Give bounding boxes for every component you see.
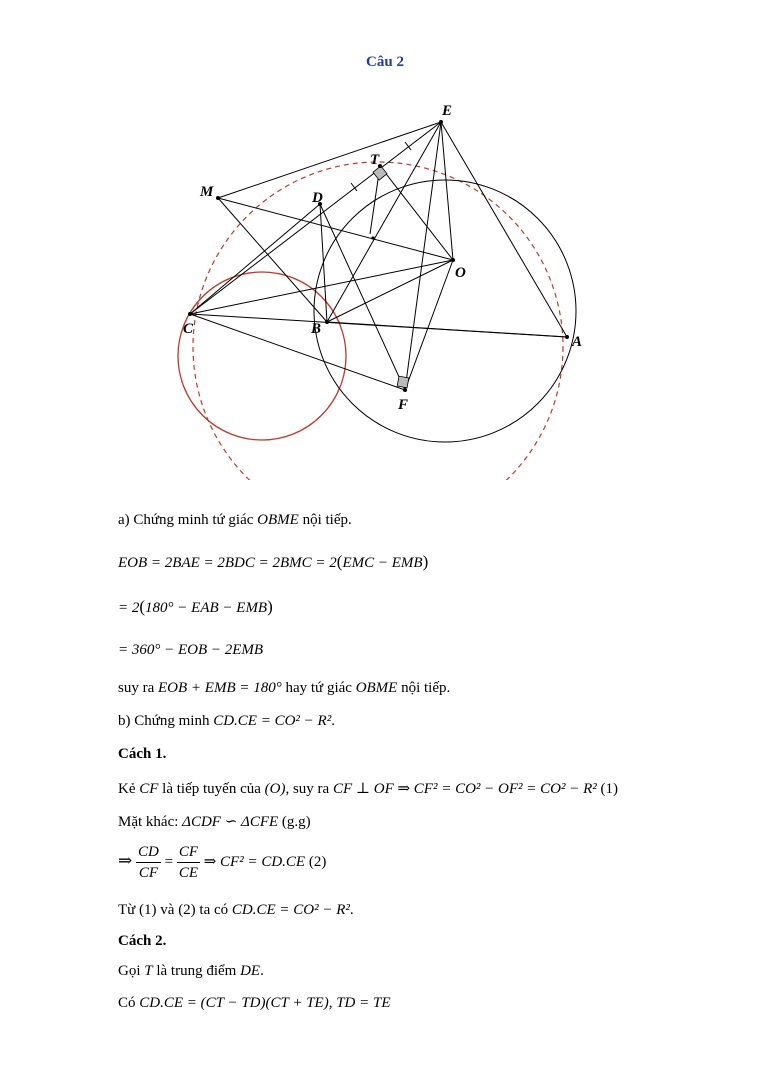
label-C: C xyxy=(183,321,194,337)
equation-2: = 2(180° − EAB − EMB) xyxy=(118,597,273,616)
part-a-line: a) Chứng minh tứ giác OBME nội tiếp. xyxy=(118,512,352,528)
right-angle-F xyxy=(397,376,409,388)
small-circle xyxy=(178,272,346,440)
method-1-line-3: ⇒ $\frac{CD}{CF}$ = $\frac{CF}{CE}$ ⇒ CF² = CD.CE (2) xyxy=(118,844,327,881)
equation-3: = 360° − EOB − 2EMB xyxy=(118,642,264,658)
label-M: M xyxy=(200,184,214,200)
method-2-line-1: Gọi T là trung điểm DE. xyxy=(118,963,264,979)
geometry-figure xyxy=(0,80,770,480)
label-O: O xyxy=(455,265,466,281)
label-B: B xyxy=(311,321,322,337)
method-1-heading: Cách 1. xyxy=(118,746,167,762)
dashed-circle xyxy=(193,162,563,480)
method-2-line-2: Có CD.CE = (CT − TD)(CT + TE), TD = TE xyxy=(118,995,391,1011)
label-F: F xyxy=(398,397,409,413)
method-1-line-2: Mặt khác: ΔCDF ∽ ΔCFE (g.g) xyxy=(118,814,311,830)
fraction-cf-ce: $\frac{CF}{CE}$ xyxy=(178,844,198,881)
big-circle xyxy=(314,180,576,442)
label-A: A xyxy=(572,334,583,350)
label-T: T xyxy=(370,152,380,168)
method-1-line-4: Từ (1) và (2) ta có CD.CE = CO² − R². xyxy=(118,902,354,918)
equation-1: EOB = 2BAE = 2BDC = 2BMC = 2(EMC − EMB) xyxy=(118,552,429,571)
method-1-line-1: Kẻ CF là tiếp tuyến của (O), suy ra CF ⊥ OF ⇒ CF² = CO² − OF² = CO² − R² (1) xyxy=(118,781,619,797)
label-E: E xyxy=(442,103,453,119)
right-angle-T xyxy=(373,166,387,180)
label-D: D xyxy=(312,190,323,206)
problem-title: Câu 2 xyxy=(366,54,404,70)
part-b-line: b) Chứng minh CD.CE = CO² − R². xyxy=(118,713,335,729)
fraction-cd-cf: $\frac{CD}{CF}$ xyxy=(138,844,159,881)
conclusion-a: suy ra EOB + EMB = 180° hay tứ giác OBME nội tiếp. xyxy=(118,680,451,696)
method-2-heading: Cách 2. xyxy=(118,933,167,949)
